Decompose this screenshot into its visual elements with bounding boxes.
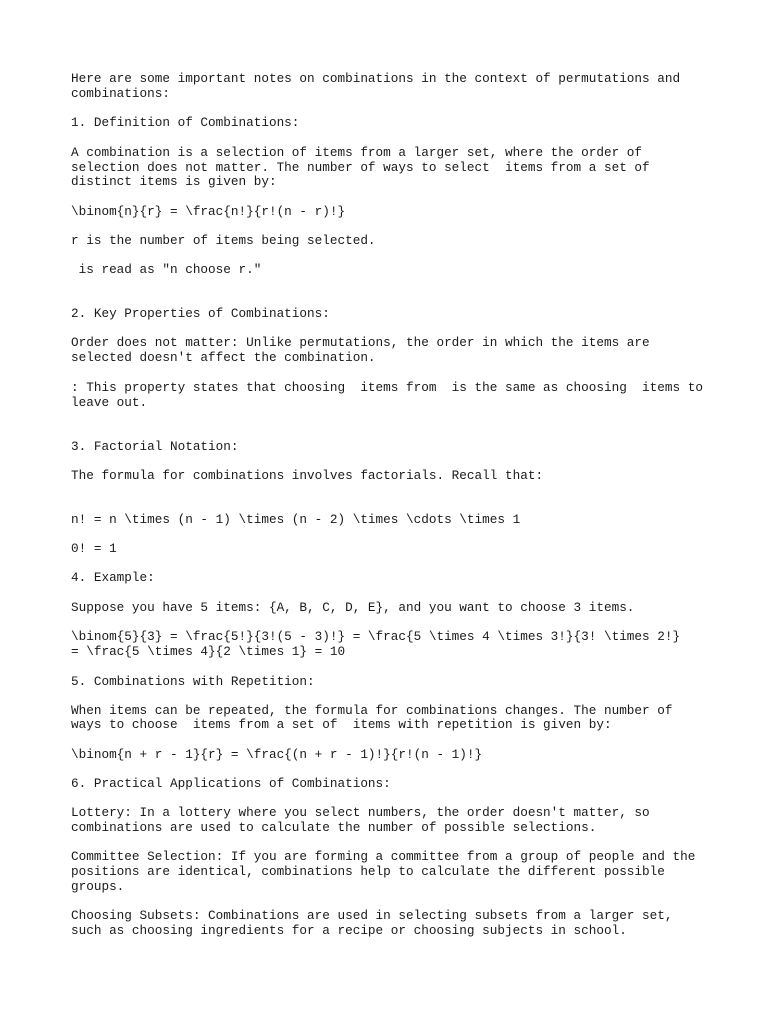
order-property: selected doesn't affect the combination.	[71, 350, 376, 365]
section-heading-example: 4. Example:	[71, 570, 155, 585]
application-committee: positions are identical, combinations help to calculate the different possible	[71, 864, 665, 879]
order-property: Order does not matter: Unlike permutations, the order in which the items are	[71, 335, 650, 350]
application-lottery: combinations are used to calculate the number of possible selections.	[71, 820, 597, 835]
factorial-intro: The formula for combinations involves factorials. Recall that:	[71, 468, 544, 483]
application-subsets: such as choosing ingredients for a recipe or choosing subjects in school.	[71, 923, 627, 938]
section-heading-repetition: 5. Combinations with Repetition:	[71, 674, 315, 689]
application-committee: Committee Selection: If you are forming a committee from a group of people and the	[71, 849, 696, 864]
symmetry-property: : This property states that choosing items from is the same as choosing items to	[71, 380, 703, 395]
note-read: is read as "n choose r."	[71, 262, 262, 277]
repetition-formula: \binom{n + r - 1}{r} = \frac{(n + r - 1)!}{r!(n - 1)!}	[71, 747, 483, 762]
repetition-paragraph: When items can be repeated, the formula for combinations changes. The number of	[71, 703, 673, 718]
intro-text: Here are some important notes on combinations in the context of permutations and	[71, 71, 681, 86]
zero-factorial: 0! = 1	[71, 541, 117, 556]
application-lottery: Lottery: In a lottery where you select numbers, the order doesn't matter, so	[71, 805, 650, 820]
definition-paragraph: distinct items is given by:	[71, 174, 277, 189]
application-committee: groups.	[71, 879, 125, 894]
note-r: r is the number of items being selected.	[71, 233, 376, 248]
repetition-paragraph: ways to choose items from a set of items with repetition is given by:	[71, 717, 612, 732]
definition-paragraph: A combination is a selection of items from a larger set, where the order of	[71, 145, 643, 160]
section-heading-factorial: 3. Factorial Notation:	[71, 439, 239, 454]
factorial-formula: n! = n \times (n - 1) \times (n - 2) \times \cdots \times 1	[71, 512, 521, 527]
definition-paragraph: selection does not matter. The number of ways to select items from a set of	[71, 160, 650, 175]
example-calculation: \binom{5}{3} = \frac{5!}{3!(5 - 3)!} = \frac{5 \times 4 \times 3!}{3! \times 2!}	[71, 629, 681, 644]
example-setup: Suppose you have 5 items: {A, B, C, D, E}, and you want to choose 3 items.	[71, 600, 635, 615]
section-heading-definition: 1. Definition of Combinations:	[71, 115, 300, 130]
combination-formula: \binom{n}{r} = \frac{n!}{r!(n - r)!}	[71, 204, 346, 219]
section-heading-properties: 2. Key Properties of Combinations:	[71, 306, 330, 321]
symmetry-property: leave out.	[71, 395, 148, 410]
section-heading-applications: 6. Practical Applications of Combinations:	[71, 776, 391, 791]
application-subsets: Choosing Subsets: Combinations are used in selecting subsets from a larger set,	[71, 908, 673, 923]
example-calculation: = \frac{5 \times 4}{2 \times 1} = 10	[71, 644, 346, 659]
intro-text: combinations:	[71, 86, 170, 101]
